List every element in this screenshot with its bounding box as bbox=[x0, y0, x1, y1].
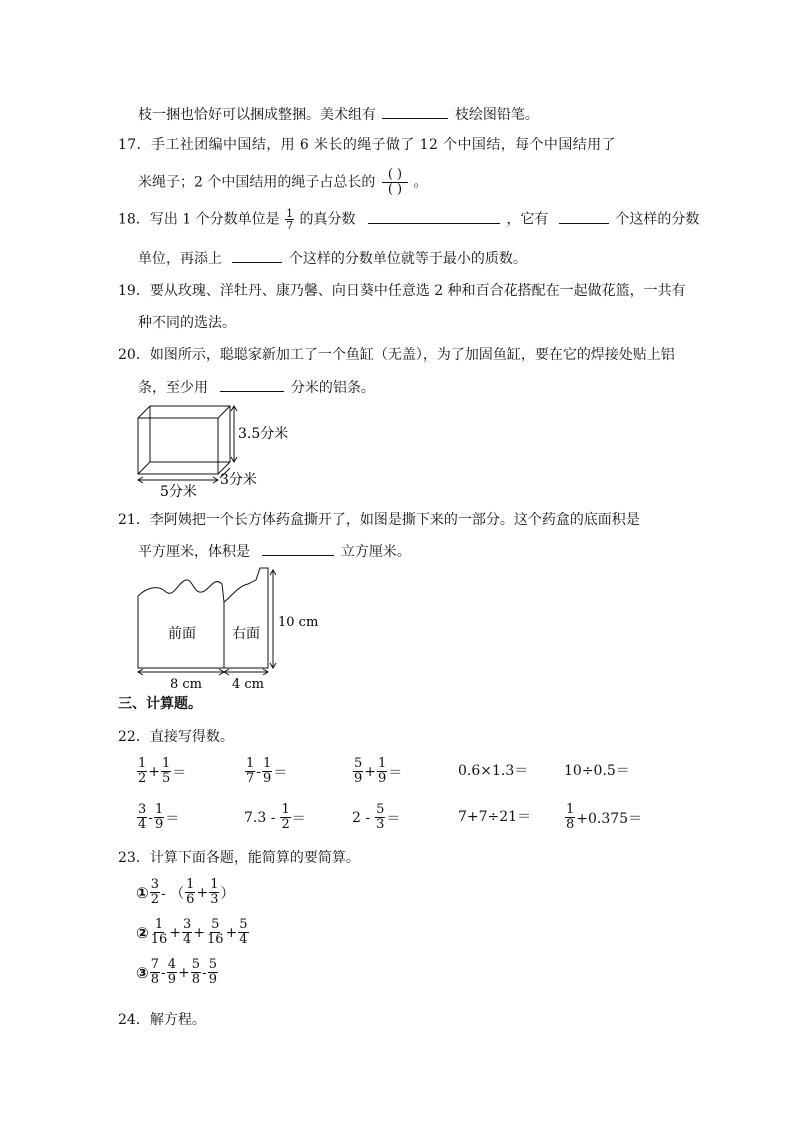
num: 5 bbox=[354, 756, 363, 771]
num: 5 bbox=[208, 957, 218, 972]
op: + bbox=[364, 763, 377, 780]
q18-text1: 18．写出 1 个分数单位是 bbox=[118, 211, 280, 228]
q22-r2-e bbox=[564, 803, 642, 832]
q22-r2-a bbox=[136, 803, 179, 832]
den: 16 bbox=[207, 932, 224, 947]
mark: ① bbox=[136, 883, 149, 902]
den: 9 bbox=[263, 771, 272, 786]
den: 3 bbox=[210, 892, 219, 907]
q18-text2: 的真分数 bbox=[299, 211, 356, 228]
op: + bbox=[148, 763, 161, 780]
mid: - （ bbox=[160, 885, 185, 902]
frac bbox=[161, 757, 171, 786]
num: 7 bbox=[150, 957, 159, 972]
num: 1 bbox=[155, 802, 164, 817]
q18-fraction bbox=[285, 208, 294, 231]
num: 5 bbox=[239, 917, 248, 932]
tank-edge-tr bbox=[218, 406, 230, 418]
q18-line2 bbox=[138, 248, 527, 269]
q21-w2-label: 4 cm bbox=[232, 677, 265, 692]
q22-r2-b bbox=[244, 803, 306, 832]
equals: ＝ bbox=[273, 764, 288, 781]
q19-line2: 种不同的选法。 bbox=[138, 315, 236, 331]
num: 3 bbox=[182, 917, 192, 932]
frac bbox=[191, 958, 201, 987]
q22-r2-c bbox=[352, 803, 400, 832]
num: 1 bbox=[566, 802, 575, 817]
den: 5 bbox=[162, 771, 171, 786]
q18-text5: 单位，再添上 bbox=[138, 251, 222, 267]
q21-w1-label: 8 cm bbox=[170, 677, 203, 692]
pre: 2 - bbox=[352, 809, 371, 826]
tank-width-label: 3分米 bbox=[220, 472, 257, 488]
q17-text2: 米绳子；2 个中国结用的绳子占总长的 bbox=[138, 174, 376, 191]
frac bbox=[208, 958, 218, 987]
q20-line1: 20．如图所示，聪聪家新加工了一个鱼缸（无盖），为了加固鱼缸，要在它的焊接处贴上铝 bbox=[118, 347, 675, 363]
den: 8 bbox=[566, 817, 575, 832]
op: + bbox=[169, 924, 181, 941]
den: 16 bbox=[150, 932, 168, 947]
q17-line2 bbox=[138, 168, 428, 197]
q20-text3: 分米的铝条。 bbox=[290, 380, 375, 396]
q18-frac-den: 7 bbox=[286, 219, 294, 232]
q22-r1-d: 0.6×1.3＝ bbox=[458, 763, 529, 779]
q18-line1 bbox=[118, 208, 699, 231]
frac bbox=[238, 918, 248, 947]
frac bbox=[137, 757, 147, 786]
frac bbox=[377, 757, 387, 786]
frac bbox=[245, 757, 255, 786]
tank-edge-bl bbox=[138, 462, 150, 474]
frac bbox=[262, 757, 272, 786]
q22-r1-b bbox=[244, 757, 287, 786]
op: - bbox=[160, 964, 166, 981]
mark: ② bbox=[136, 923, 149, 942]
q21-text2: 平方厘米，体积是 bbox=[138, 544, 250, 560]
q16-tail: 枝绘图铅笔。 bbox=[454, 107, 539, 123]
q17-line1: 17．手工社团编中国结，用 6 米长的绳子做了 12 个中国结，每个中国结用了 bbox=[118, 137, 616, 153]
op: - bbox=[256, 763, 262, 780]
frac bbox=[206, 918, 225, 947]
torn-box-figure bbox=[130, 562, 330, 692]
q23-item1 bbox=[136, 878, 234, 907]
frac bbox=[182, 918, 192, 947]
frac bbox=[375, 803, 385, 832]
equals: ＝ bbox=[386, 810, 401, 827]
post: +0.375＝ bbox=[576, 810, 643, 827]
num: 5 bbox=[191, 957, 201, 972]
q17-frac-bottom: ( ) bbox=[387, 182, 403, 197]
num: 1 bbox=[246, 756, 255, 771]
torn-outline bbox=[138, 568, 268, 668]
den: 4 bbox=[138, 817, 147, 832]
num: 3 bbox=[138, 802, 147, 817]
front-label: 前面 bbox=[168, 626, 196, 642]
num: 1 bbox=[263, 756, 272, 771]
q20-blank[interactable] bbox=[220, 377, 284, 392]
q16-text: 枝一捆也恰好可以捆成整捆。美术组有 bbox=[138, 107, 376, 123]
q16-line bbox=[138, 104, 539, 125]
frac bbox=[154, 803, 164, 832]
section3-title: 三、计算题。 bbox=[118, 696, 202, 712]
q18-blank1[interactable] bbox=[368, 209, 500, 224]
q23-item3 bbox=[136, 958, 219, 987]
den: 9 bbox=[378, 771, 387, 786]
frac bbox=[280, 803, 290, 832]
q19-line1: 19．要从玫瑰、洋牡丹、康乃馨、向日葵中任意选 2 种和百合花搭配在一起做花篮，一共有 bbox=[118, 283, 686, 299]
op: - bbox=[148, 809, 154, 826]
num: 1 bbox=[186, 877, 195, 892]
den: 4 bbox=[182, 932, 192, 947]
q18-frac-num: 1 bbox=[286, 207, 294, 220]
op: + bbox=[225, 924, 238, 941]
q18-blank2[interactable] bbox=[559, 209, 609, 224]
den: 2 bbox=[150, 892, 159, 907]
q21-line1: 21．李阿姨把一个长方体药盒撕开了，如图是撕下来的一部分。这个药盒的底面积是 bbox=[118, 512, 640, 528]
den: 4 bbox=[239, 932, 248, 947]
num: 1 bbox=[154, 917, 164, 932]
q22-r1-c bbox=[352, 757, 402, 786]
den: 9 bbox=[354, 771, 363, 786]
q16-answer-blank[interactable] bbox=[382, 104, 448, 119]
q23-title: 23．计算下面各题，能简算的要简算。 bbox=[118, 850, 360, 866]
num: 1 bbox=[162, 756, 171, 771]
den: 8 bbox=[150, 972, 159, 987]
q17-frac-top: ( ) bbox=[382, 168, 408, 183]
right-label: 右面 bbox=[232, 626, 260, 642]
q22-r1-e: 10÷0.5＝ bbox=[564, 763, 630, 779]
den: 8 bbox=[191, 972, 201, 987]
close: ） bbox=[220, 885, 235, 902]
fish-tank-figure bbox=[128, 398, 298, 498]
frac bbox=[150, 918, 169, 947]
mark: ③ bbox=[136, 963, 149, 982]
den: 2 bbox=[281, 817, 290, 832]
frac bbox=[353, 757, 363, 786]
den: 9 bbox=[208, 972, 218, 987]
num: 1 bbox=[138, 756, 147, 771]
q18-text3: ，它有 bbox=[506, 211, 549, 228]
q21-line2 bbox=[138, 541, 411, 562]
frac bbox=[565, 803, 575, 832]
q18-blank3[interactable] bbox=[232, 248, 282, 263]
op: + bbox=[178, 964, 190, 981]
tank-height-label: 3.5分米 bbox=[238, 426, 289, 442]
equals: ＝ bbox=[291, 810, 306, 827]
den: 6 bbox=[186, 892, 195, 907]
op: + bbox=[196, 884, 209, 901]
tank-edge-tl bbox=[138, 406, 150, 418]
frac bbox=[137, 803, 147, 832]
q18-text6: 个这样的分数单位就等于最小的质数。 bbox=[288, 251, 527, 267]
den: 9 bbox=[155, 817, 164, 832]
q17-fraction-blank[interactable] bbox=[382, 168, 408, 197]
num: 1 bbox=[378, 756, 387, 771]
num: 3 bbox=[150, 877, 159, 892]
q18-text4: 个这样的分数 bbox=[615, 211, 700, 228]
num: 5 bbox=[376, 802, 385, 817]
den: 2 bbox=[138, 771, 147, 786]
q24-title: 24．解方程。 bbox=[118, 1012, 206, 1028]
q20-line2 bbox=[138, 377, 375, 398]
tank-length-label: 5分米 bbox=[160, 484, 197, 498]
frac bbox=[209, 878, 219, 907]
q21-blank[interactable] bbox=[262, 541, 334, 556]
den: 7 bbox=[246, 771, 255, 786]
pre: 7.3 - bbox=[244, 809, 276, 826]
den: 9 bbox=[167, 972, 176, 987]
equals: ＝ bbox=[172, 764, 187, 781]
q17-end: 。 bbox=[413, 174, 428, 191]
num: 1 bbox=[281, 802, 290, 817]
q23-item2 bbox=[136, 918, 250, 947]
equals: ＝ bbox=[165, 810, 180, 827]
equals: ＝ bbox=[388, 764, 403, 781]
q22-r1-a bbox=[136, 757, 186, 786]
q21-height-label: 10 cm bbox=[278, 615, 319, 630]
num: 5 bbox=[211, 917, 220, 932]
q20-text2: 条，至少用 bbox=[138, 380, 208, 396]
op: - bbox=[202, 964, 207, 981]
op: + bbox=[193, 924, 205, 941]
den: 3 bbox=[376, 817, 385, 832]
num: 1 bbox=[210, 877, 219, 892]
frac bbox=[150, 958, 160, 987]
frac bbox=[185, 878, 195, 907]
frac bbox=[150, 878, 160, 907]
q22-r2-d: 7+7÷21＝ bbox=[458, 809, 532, 825]
frac bbox=[167, 958, 177, 987]
q22-title: 22．直接写得数。 bbox=[118, 729, 234, 745]
num: 4 bbox=[167, 957, 176, 972]
q21-text3: 立方厘米。 bbox=[340, 544, 411, 560]
